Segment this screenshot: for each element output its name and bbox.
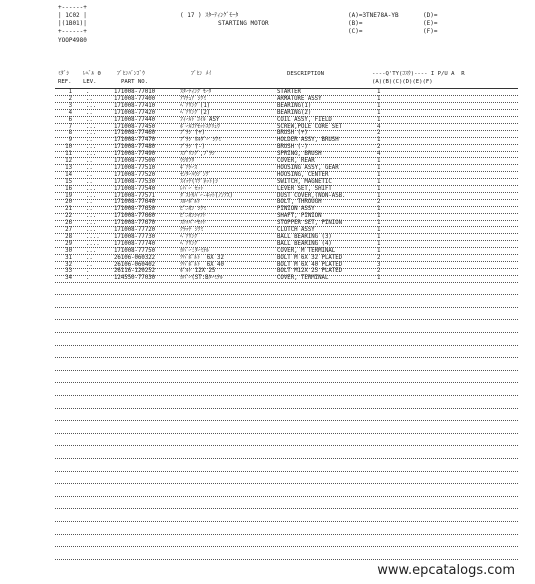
row-part-number: 171008-77400 [114,95,156,102]
row-part-number: 171008-77740 [114,240,156,247]
blank-ruled-line [55,496,518,497]
row-level: .... [86,233,100,240]
model-d: (D)= [423,12,438,19]
row-level: ... [86,227,97,233]
row-quantity: 1 [377,192,381,199]
row-ref: 19 [65,192,72,199]
row-quantity: 1 [377,227,381,233]
row-name-jp: ﾌﾞﾗｼ ﾎﾙﾀﾞｰ ｼｸﾐ [180,137,221,144]
blank-ruled-line [55,395,518,396]
blank-ruled-line [55,546,518,547]
blank-ruled-line [55,345,518,346]
blank-ruled-line [55,408,518,409]
blank-ruled-line [55,508,518,509]
row-description: COVER, M TERMINAL [277,247,336,254]
row-quantity: 3 [377,261,381,268]
row-quantity: 1 [377,247,381,254]
row-level: .. [86,137,93,144]
row-description: COIL ASSY, FIELD [277,116,332,123]
row-part-number: 171008-77720 [114,227,156,233]
row-description: DUST COVER,(NON-ASB. [277,192,346,199]
row-quantity: 1 [377,89,381,95]
blank-ruled-line [55,445,518,446]
row-quantity: 1 [377,116,381,123]
row-description: LEVER SET, SHIFT [277,185,332,192]
col-quantity: ----Q'TY(ｺｽｳ)---- I P/U A R [372,71,465,77]
row-name-jp: ﾌﾞﾗｼ (+) [180,130,206,137]
row-description: BOLT M 6X 32 PLATED [277,254,343,261]
code-box-top: +------+ [58,4,87,11]
row-ref: 12 [65,158,72,164]
row-quantity: 1 [377,185,381,192]
row-part-number: 171008-77530 [114,178,156,185]
row-description: HOUSING, CENTER [277,171,329,178]
row-description: BOLT M 6X 40 PLATED [277,261,343,268]
row-name-jp: ｾﾝﾀｰﾊｳｼﾞﾝｸﾞ [180,171,212,178]
row-ref: 9 [68,137,72,144]
row-quantity: 1 [377,220,381,227]
row-name-jp: ﾋﾟﾆｵﾝｼｬﾌﾄ [180,213,206,220]
row-ref: 16 [65,185,72,192]
row-level: .. [86,254,93,261]
row-name-jp: ｶﾊﾞｰ(ST:Bﾀｰﾐﾅﾙ [180,275,223,282]
row-level: .. [86,116,93,123]
row-ref: 31 [65,254,72,261]
row-name-jp: ﾍﾞｱﾘﾝｸﾞ [180,240,200,247]
row-ref: 26 [65,220,72,227]
row-level: ... [86,247,97,254]
row-name-jp: ﾂﾊﾞﾎﾞﾙﾄ 6X 40 [180,261,224,268]
row-part-number: 171008-77510 [114,164,156,171]
row-part-number: 171008-77450 [114,123,156,130]
row-name-jp: ﾍﾞｱﾘﾝｸﾞ(1) [180,102,211,109]
model-c: (C)= [348,28,363,35]
row-part-number: 26106-060322 [114,254,156,261]
row-ref: 21 [65,206,72,213]
row-quantity: 1 [377,275,381,282]
row-name-jp: ﾎﾞﾙﾄ 12X 25 [180,268,216,275]
row-divider [55,282,518,283]
row-part-number: 26116-120252 [114,268,156,275]
row-level: ... [86,220,97,227]
row-description: STOPPER SET, PINION [277,220,343,227]
code-box-secondary: |(1B01)| [58,20,87,27]
row-part-number: 171008-77470 [114,137,156,144]
blank-ruled-line [55,458,518,459]
group-title: STARTING MOTOR [218,20,269,27]
col-quantity-models: (A)(B)(C)(D)(E)(F) [372,79,433,85]
row-name-jp: ｱﾏﾁｭｱ ｼｸﾐ [180,95,207,102]
row-level: ... [86,144,97,151]
row-ref: 15 [65,178,72,185]
row-quantity: 1 [377,158,381,164]
code-box-bottom: +------+ [58,28,87,35]
row-ref: 2 [68,95,72,102]
row-name-jp: ｽﾙｰﾎﾞﾙﾄ [180,199,200,206]
row-part-number: 171008-77571 [114,192,156,199]
row-level: .... [86,240,100,247]
row-level: .. [86,261,93,268]
row-name-jp: ﾍﾞｱﾘﾝｸﾞ [180,233,200,240]
row-part-number: 171008-77520 [114,171,156,178]
row-description: BEARING(2) [277,109,312,116]
row-description: BALL BEARING (4) [277,240,332,247]
row-level: .. [86,164,93,171]
row-name-jp: ﾍﾞｱﾘﾝｸﾞ(2) [180,109,211,116]
row-quantity: 2 [377,199,381,206]
row-level: ... [86,123,97,130]
row-description: HOLDER ASSY, BRUSH [277,137,339,144]
row-level: ... [86,213,97,220]
row-name-jp: ﾌｨｰﾙﾄﾞｺｲﾙ ASY [180,116,220,123]
row-description: BEARING(1) [277,102,312,109]
row-level: ... [86,151,97,158]
row-description: BRUSH (+) [277,130,308,137]
row-ref: 22 [65,213,72,220]
row-quantity: 2 [377,254,381,261]
row-quantity: 1 [377,213,381,220]
col-ref-en: REF. [58,79,72,85]
row-description: HOUSING ASSY, GEAR [277,164,339,171]
row-ref: 14 [65,171,72,178]
row-level: .. [86,158,93,164]
blank-ruled-line [55,559,518,560]
row-level: .. [86,95,93,102]
model-a: (A)=3TNE78A-YB [348,12,399,19]
row-description: COVER, REAR [277,158,315,164]
col-part-jp: ﾌﾞﾋﾝﾊﾞﾝｺﾞｳ [117,71,145,77]
col-name-jp: ﾌﾞﾋﾝ ﾒｲ [191,71,212,77]
row-description: BALL BEARING (3) [277,233,332,240]
row-name-jp: ﾌﾞﾗｼ (-) [180,144,206,151]
document-id: YOOP4980 [58,37,87,44]
row-name-jp: ｽﾄｯﾊﾟｰｾｯﾄ [180,220,206,227]
row-ref: 34 [65,275,72,282]
col-description: DESCRIPTION [287,71,325,77]
row-part-number: 171008-77730 [114,233,156,240]
row-part-number: 171008-77500 [114,158,156,164]
blank-ruled-line [55,370,518,371]
row-name-jp: ﾎﾞｰﾙｺｱｾｯﾄｽｸﾘｭｳ [180,123,220,130]
row-level: .. [86,206,93,213]
row-level: .. [86,109,93,116]
row-part-number: 171008-77670 [114,220,156,227]
row-part-number: 26106-060402 [114,261,156,268]
row-part-number: 171008-77650 [114,206,156,213]
row-quantity: 1 [377,102,381,109]
blank-ruled-line [55,471,518,472]
row-name-jp: ﾚﾊﾞｰ ｾｯﾄ [180,185,204,192]
row-description: CLUTCH ASSY [277,227,315,233]
row-name-jp: ｽｲｯﾁ(ﾏｸﾞﾈｯﾄ)ｼ [180,178,219,185]
row-level: .. [86,199,93,206]
col-ref-jp: ﾐﾀﾞｼ [58,71,70,77]
row-ref: 10 [65,144,72,151]
row-level: ... [86,192,97,199]
row-quantity: 2 [377,130,381,137]
row-ref: 27 [65,227,72,233]
row-quantity: 1 [377,164,381,171]
blank-ruled-line [55,521,518,522]
row-ref: 13 [65,164,72,171]
blank-ruled-line [55,483,518,484]
code-box-primary: | 1C02 | [58,12,87,19]
row-description: STARTER [277,89,301,95]
row-part-number: 124550-77030 [114,275,156,282]
row-ref: 30 [65,247,72,254]
blank-ruled-line [55,332,518,333]
row-level: .. [86,178,93,185]
blank-ruled-line [55,534,518,535]
row-description: SCREW,POLE CORE SET [277,123,343,130]
row-part-number: 171008-77750 [114,247,156,254]
row-name-jp: ﾂﾊﾞﾎﾞﾙﾄ 6X 32 [180,254,224,261]
row-quantity: 4 [377,123,381,130]
row-description: ARMATURE ASSY [277,95,322,102]
row-description: SPRING, BRUSH [277,151,322,158]
row-name-jp: ﾀﾞｽﾄｶﾊﾞｰ-ｷｯﾄ(ﾉﾝｱｽ) [180,192,233,199]
row-quantity: 4 [377,151,381,158]
row-level: . [86,275,90,282]
row-level: .. [86,171,93,178]
row-quantity: 1 [377,178,381,185]
row-part-number: 171008-77540 [114,185,156,192]
row-quantity: 2 [377,144,381,151]
row-ref: 29 [65,240,72,247]
row-ref: 7 [68,123,72,130]
row-description: SWITCH, MAGNETIC [277,178,332,185]
row-description: BOLT, THROUGH [277,199,322,206]
col-part-en: PART NO. [121,79,148,85]
row-ref: 3 [68,102,72,109]
row-name-jp: ﾋﾟﾆｵﾝ ｼｸﾐ [180,206,207,213]
row-name-jp: ｳｼﾛﾌﾀ [180,158,195,164]
row-description: BRUSH (-) [277,144,308,151]
row-name-jp: ｽﾌﾟﾘﾝｸﾞ,ﾌﾞﾗｼ [180,151,215,158]
row-level: ... [86,102,97,109]
blank-ruled-line [55,382,518,383]
row-level: . [86,268,90,275]
blank-ruled-line [55,294,518,295]
blank-ruled-line [55,357,518,358]
row-ref: 32 [65,261,72,268]
row-name-jp: ｶﾊﾞｰ:ﾀｰﾐﾅﾙ [180,247,210,254]
row-name-jp: ｸﾗｯﾁ ｼｸﾐ [180,227,204,233]
row-ref: 6 [68,116,72,123]
group-number: ( 17 ) ｽﾀｰﾃｨﾝｸﾞﾓｰﾀ [180,12,239,19]
row-part-number: 171008-77460 [114,130,156,137]
row-ref: 8 [68,130,72,137]
row-quantity: 1 [377,109,381,116]
row-ref: 4 [68,109,72,116]
blank-ruled-line [55,307,518,308]
row-ref: 28 [65,233,72,240]
row-quantity: 1 [377,95,381,102]
row-level: ... [86,130,97,137]
row-part-number: 171008-77420 [114,109,156,116]
row-quantity: 2 [377,268,381,275]
row-ref: 11 [65,151,72,158]
col-lev-en: LEV. [83,79,97,85]
row-part-number: 171008-77640 [114,199,156,206]
model-b: (B)= [348,20,363,27]
row-part-number: 171008-77480 [114,144,156,151]
row-part-number: 171008-77010 [114,89,156,95]
watermark-url: www.epcatalogs.com [377,563,515,578]
blank-ruled-line [55,420,518,421]
row-level: . [86,89,90,95]
blank-ruled-line [55,319,518,320]
row-part-number: 171008-77410 [114,102,156,109]
row-description: BOLT M12X 25 PLATED [277,268,343,275]
row-ref: 33 [65,268,72,275]
row-ref: 20 [65,199,72,206]
model-e: (E)= [423,20,438,27]
row-quantity: 1 [377,171,381,178]
row-level: ... [86,185,97,192]
col-lev-jp: ﾚﾍﾞﾙ 0 [83,71,101,77]
row-name-jp: ｷﾞｱｹｰｽ [180,164,198,171]
model-f: (F)= [423,28,438,35]
row-part-number: 171008-77490 [114,151,156,158]
row-quantity: 1 [377,233,381,240]
row-quantity: 1 [377,206,381,213]
row-part-number: 171008-77440 [114,116,156,123]
row-part-number: 171008-77660 [114,213,156,220]
row-description: COVER, TERMINAL [277,275,329,282]
row-name-jp: ｽﾀｰﾃｨﾝｸﾞﾓｰﾀ [180,89,212,95]
row-quantity: 1 [377,137,381,144]
row-quantity: 1 [377,240,381,247]
row-ref: 1 [68,89,72,95]
blank-ruled-line [55,433,518,434]
row-description: PINION ASSY [277,206,315,213]
row-description: SHAFT, PINION [277,213,322,220]
